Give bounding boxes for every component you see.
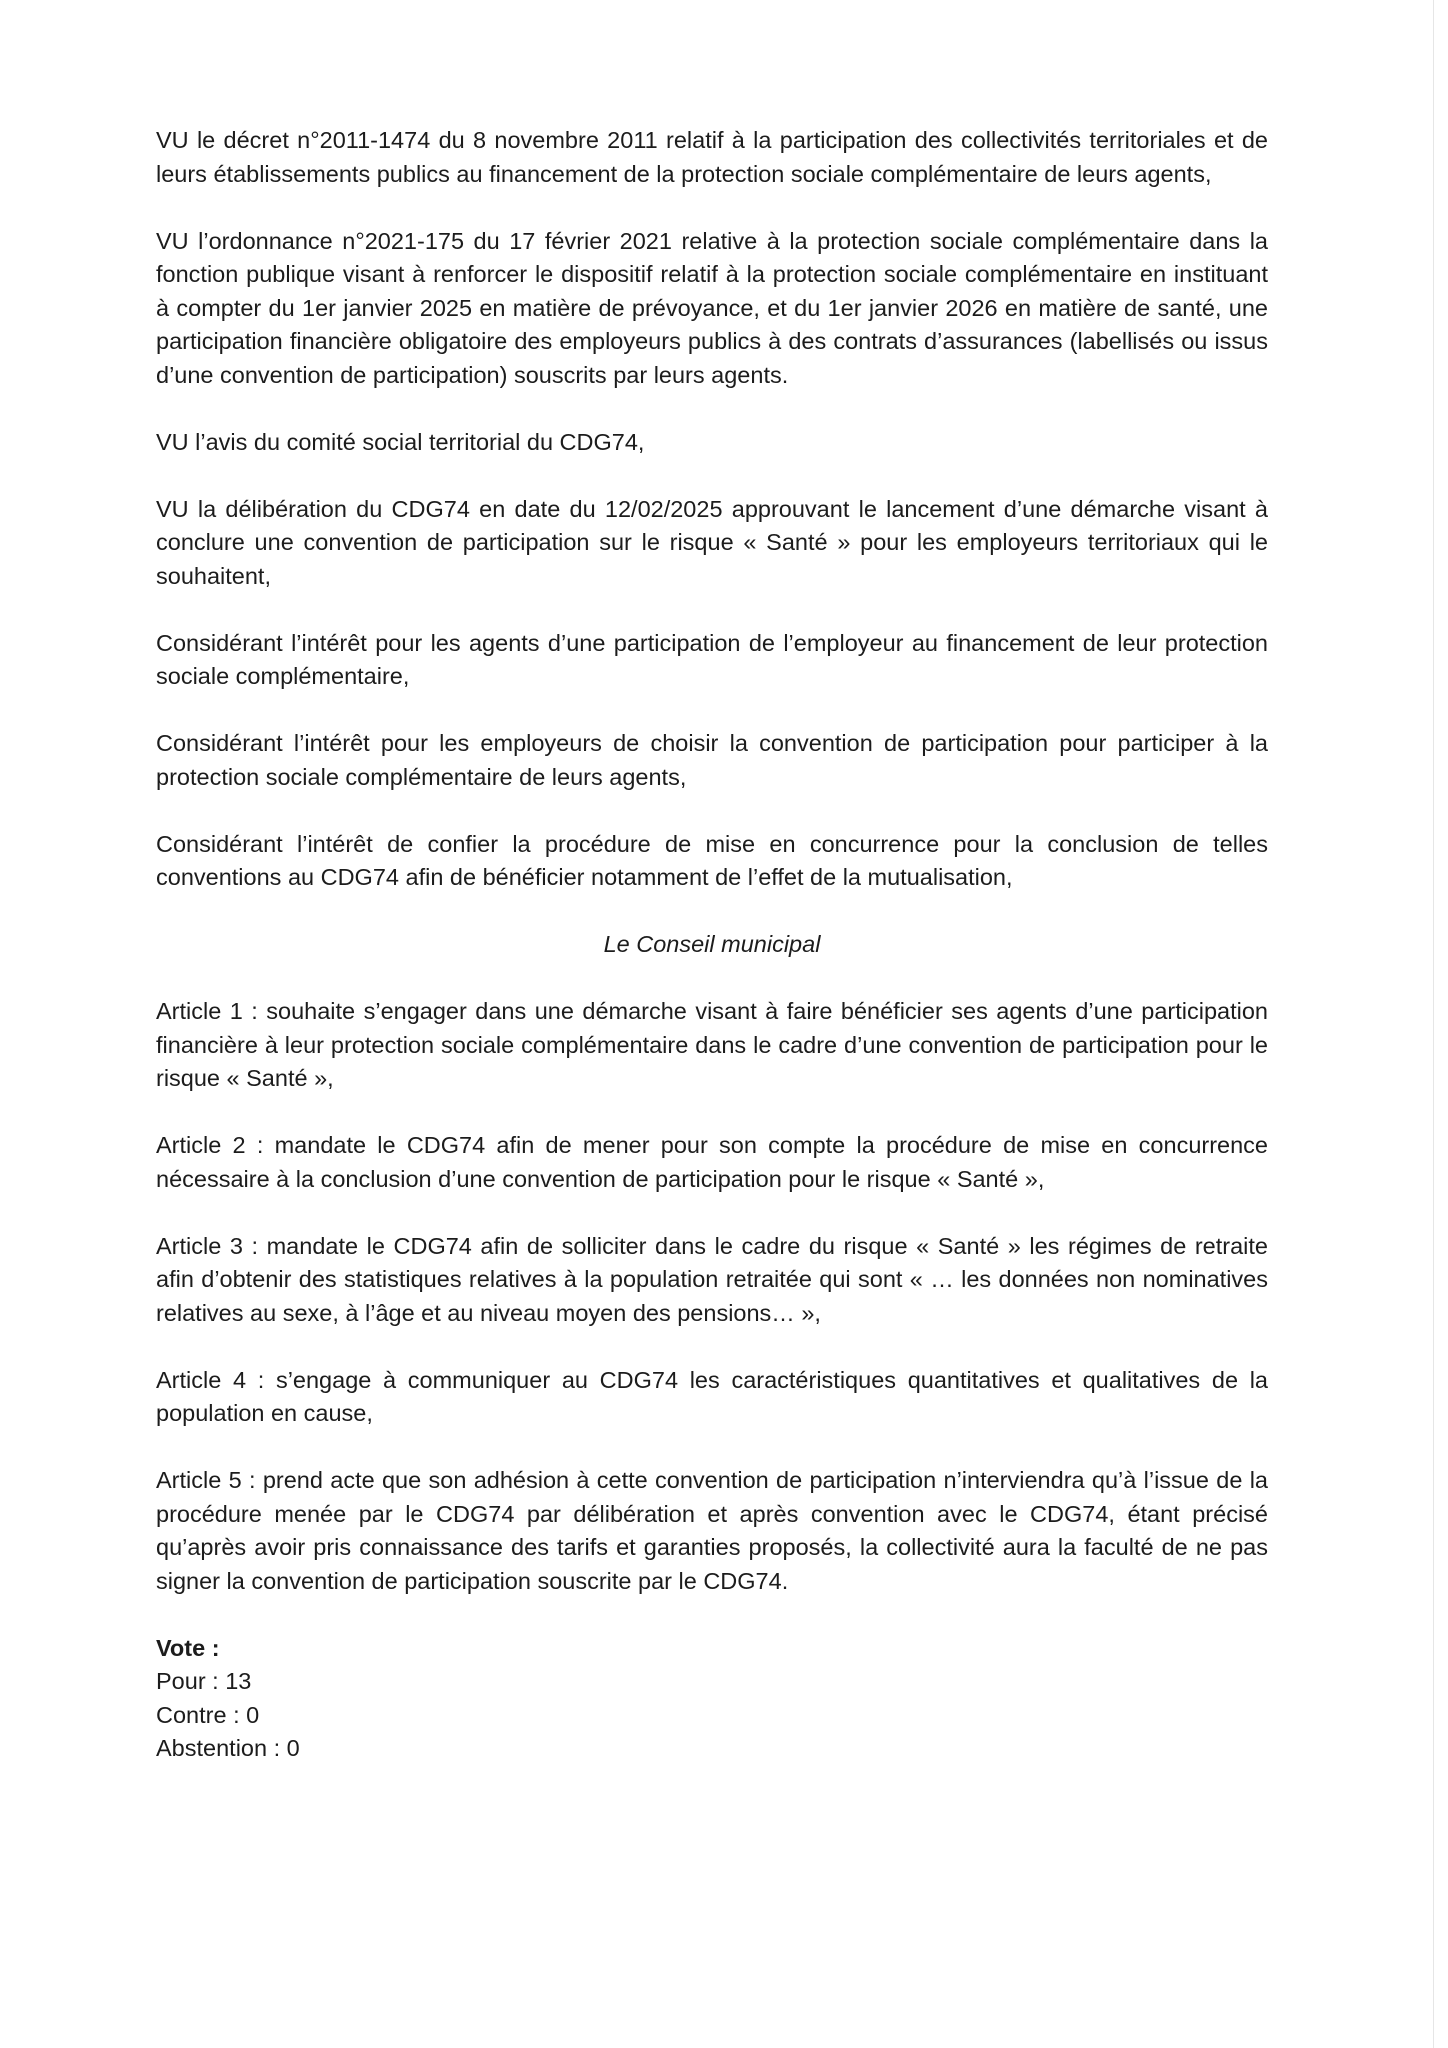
paragraph-avis-comite: VU l’avis du comité social territorial du CDG74, xyxy=(156,428,645,455)
vote-pour: Pour : 13 xyxy=(156,1668,252,1694)
paragraph-decret-2011: VU le décret n°2011-1474 du 8 novembre 2011 relatif à la participation des collectivités territoriales et de leurs établissements publics au financement de la protection sociale complémentaire de leurs agents, xyxy=(156,127,1268,187)
vote-contre: Contre : 0 xyxy=(156,1701,260,1728)
paragraph-considerant-agents: Considérant l’intérêt pour les agents d’une participation de l’employeur au financement de leur protection sociale complémentaire, xyxy=(156,629,1268,689)
article-2: Article 2 : mandate le CDG74 afin de mener pour son compte la procédure de mise en concurrence nécessaire à la conclusion d’une convention de participation pour le risque « Santé », xyxy=(156,1132,1268,1192)
article-4: Article 4 : s’engage à communiquer au CDG74 les caractéristiques quantitatives et qualitatives de la population en cause, xyxy=(156,1366,1268,1426)
paragraph-deliberation-cdg74: VU la délibération du CDG74 en date du 12/02/2025 approuvant le lancement d’une démarche visant à conclure une convention de participation sur le risque « Santé » pour les employeurs territoriaux qui le souhaitent, xyxy=(156,495,1268,589)
article-1: Article 1 : souhaite s’engager dans une démarche visant à faire bénéficier ses agents d’une participation financière à leur protection sociale complémentaire dans le cadre d’une convention de participation pour le risque « Santé », xyxy=(156,998,1268,1091)
article-5: Article 5 : prend acte que son adhésion à cette convention de participation n’interviendra qu’à l’issue de la procédure menée par le CDG74 par délibération et après convention avec le CDG74, étant précisé qu’après avoir pris connaissance des tarifs et garanties proposés, la collectivité aura la faculté de ne pas signer la convention de participation souscrite par le CDG74. xyxy=(156,1467,1268,1594)
vote-title: Vote : xyxy=(156,1634,220,1661)
scan-edge-line xyxy=(1433,0,1434,2048)
document-body xyxy=(156,124,1268,1766)
article-3: Article 3 : mandate le CDG74 afin de solliciter dans le cadre du risque « Santé » les régimes de retraite afin d’obtenir des statistiques relatives à la population retraitée qui sont « … les données non nominatives relatives au sexe, à l’âge et au niveau moyen des pensions… », xyxy=(156,1232,1268,1326)
paragraph-ordonnance-2021: VU l’ordonnance n°2021-175 du 17 février 2021 relative à la protection sociale complémentaire dans la fonction publique visant à renforcer le dispositif relatif à la protection sociale complémentaire en instituant à compter du 1er janvier 2025 en matière de prévoyance, et du 1er janvier 2026 en matière de santé, une participation financière obligatoire des employeurs publics à des contrats d’assurances (labellisés ou issus d’une convention de participation) souscrits par leurs agents. xyxy=(156,227,1268,388)
vote-block xyxy=(156,1632,1268,1766)
paragraph-considerant-employeurs: Considérant l’intérêt pour les employeurs de choisir la convention de participation pour participer à la protection sociale complémentaire de leurs agents, xyxy=(156,730,1268,790)
council-heading: Le Conseil municipal xyxy=(603,931,821,957)
vote-abstention: Abstention : 0 xyxy=(156,1735,300,1761)
paragraph-considerant-procedure: Considérant l’intérêt de confier la procédure de mise en concurrence pour la conclusion de telles conventions au CDG74 afin de bénéficier notamment de l’effet de la mutualisation, xyxy=(156,830,1268,890)
